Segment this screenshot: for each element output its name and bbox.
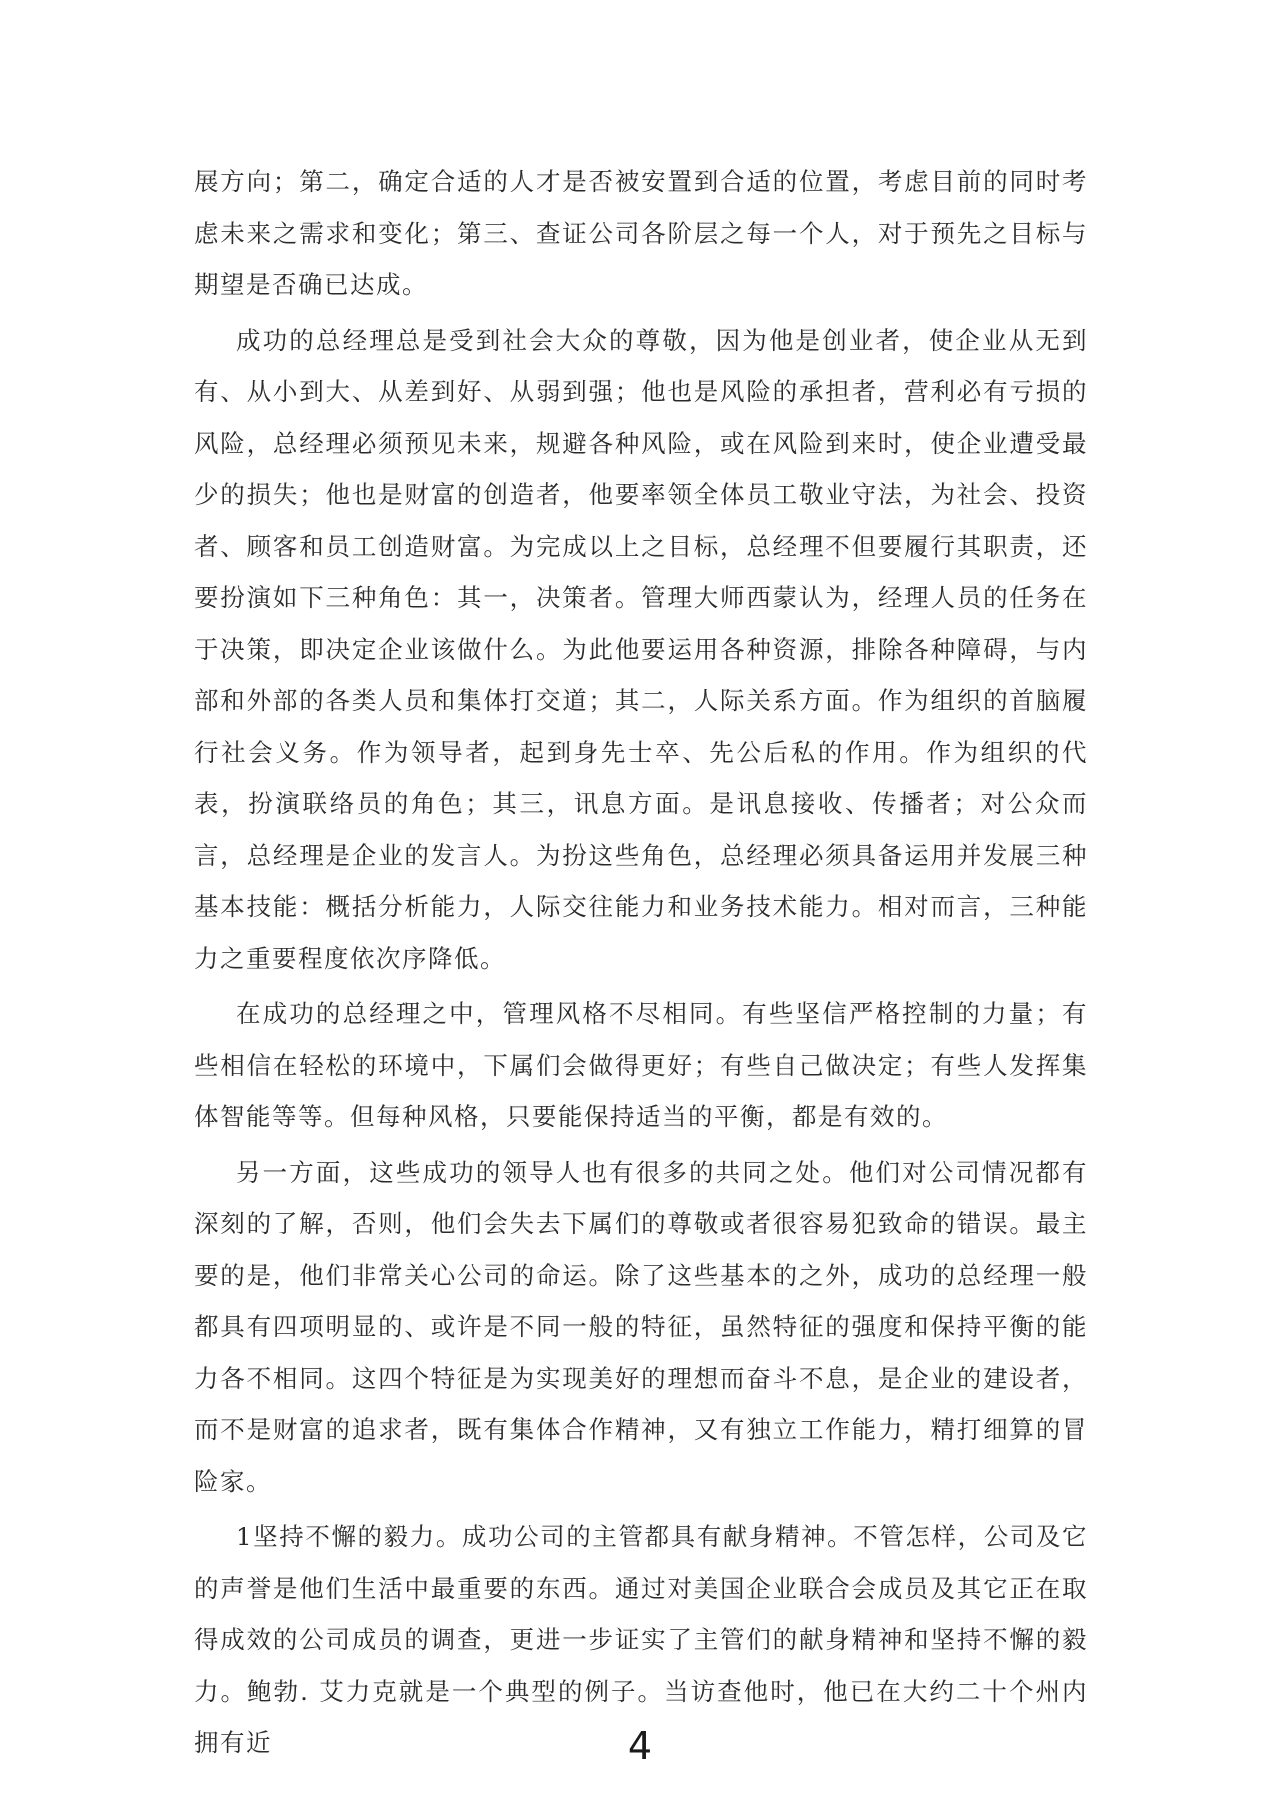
paragraph-1: 展方向；第二，确定合适的人才是否被安置到合适的位置，考虑目前的同时考虑未来之需求和变化；第三、查证公司各阶层之每一个人，对于预先之目标与期望是否确已达成。 [194,167,1088,299]
paragraph-3: 在成功的总经理之中，管理风格不尽相同。有些坚信严格控制的力量；有些相信在轻松的环境中，下属们会做得更好；有些自己做决定；有些人发挥集体智能等等。但每种风格，只要能保持适当的平衡，都是有效的。 [194,999,1088,1131]
page-body [194,156,1088,1769]
page-number: 4 [627,1724,653,1768]
paragraph-5: 1坚持不懈的毅力。成功公司的主管都具有献身精神。不管怎样，公司及它的声誉是他们生活中最重要的东西。通过对美国企业联合会成员及其它正在取得成效的公司成员的调查，更进一步证实了主管们的献身精神和坚持不懈的毅力。鲍勃. 艾力克就是一个典型的例子。当访查他时，他已在大约二十个州内拥有近 [194,1522,1088,1757]
paragraph-4: 另一方面，这些成功的领导人也有很多的共同之处。他们对公司情况都有深刻的了解，否则，他们会失去下属们的尊敬或者很容易犯致命的错误。最主要的是，他们非常关心公司的命运。除了这些基本的之外，成功的总经理一般都具有四项明显的、或许是不同一般的特征，虽然特征的强度和保持平衡的能力各不相同。这四个特征是为实现美好的理想而奋斗不息，是企业的建设者，而不是财富的追求者，既有集体合作精神，又有独立工作能力，精打细算的冒险家。 [194,1157,1088,1496]
paragraph-2: 成功的总经理总是受到社会大众的尊敬，因为他是创业者，使企业从无到有、从小到大、从差到好、从弱到强；他也是风险的承担者，营利必有亏损的风险，总经理必须预见未来，规避各种风险，或在风险到来时，使企业遭受最少的损失；他也是财富的创造者，他要率领全体员工敬业守法，为社会、投资者、顾客和员工创造财富。为完成以上之目标，总经理不但要履行其职责，还要扮演如下三种角色：其一，决策者。管理大师西蒙认为，经理人员的任务在于决策，即决定企业该做什么。为此他要运用各种资源，排除各种障碍，与内部和外部的各类人员和集体打交道；其二，人际关系方面。作为组织的首脑履行社会义务。作为领导者，起到身先士卒、先公后私的作用。作为组织的代表，扮演联络员的角色；其三，讯息方面。是讯息接收、传播者；对公众而言，总经理是企业的发言人。为扮这些角色，总经理必须具备运用并发展三种基本技能：概括分析能力，人际交往能力和业务技术能力。相对而言，三种能力之重要程度依次序降低。 [194,325,1088,973]
